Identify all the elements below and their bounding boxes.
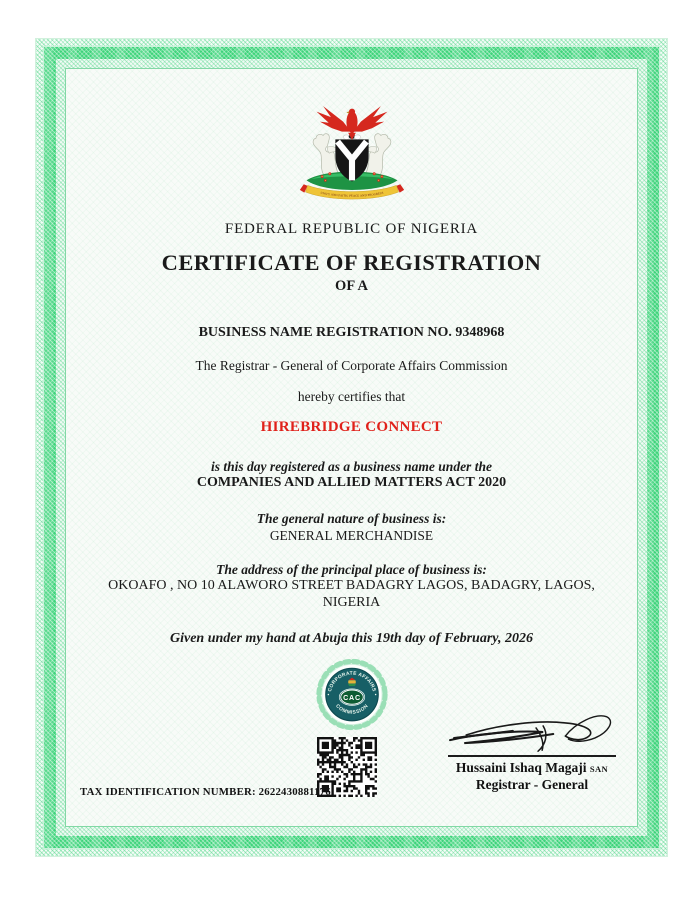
seal-center-text: CAC (342, 693, 361, 702)
signatory-role: Registrar - General (475, 777, 589, 792)
certificate-subtitle: OF A (335, 278, 368, 294)
seal-bottom-text: COMMISSION (333, 703, 370, 716)
registered-under-line: is this day registered as a business name under the (211, 459, 492, 474)
certificate-body (65, 68, 638, 827)
nature-of-business-label: The general nature of business is: (256, 511, 447, 526)
signature-block (446, 709, 618, 792)
certificate-title: CERTIFICATE OF REGISTRATION (161, 250, 542, 275)
coat-of-arms-motto: UNITY AND FAITH, PEACE AND PROGRESS (319, 190, 384, 198)
seal-top-text: CORPORATE AFFAIRS (327, 671, 376, 693)
business-name: HIREBRIDGE CONNECT (260, 419, 443, 435)
address-value: OKOAFO , NO 10 ALAWORO STREET BADAGRY LAGOS, BADAGRY, LAGOS, NIGERIA (108, 578, 599, 610)
registrar-signature-icon (446, 709, 618, 755)
signatory-suffix: SAN (589, 764, 609, 774)
nigeria-coat-of-arms-icon (291, 98, 413, 204)
registration-number-line: BUSINESS NAME REGISTRATION NO. 9348968 (198, 325, 505, 340)
issued-line: Given under my hand at Abuja this 19th day of February, 2026 (169, 631, 533, 646)
address-label: The address of the principal place of business is: (216, 562, 487, 577)
tax-identification-number: TAX IDENTIFICATION NUMBER: 2622430881176 (80, 786, 331, 798)
country-header: FEDERAL REPUBLIC OF NIGERIA (224, 221, 479, 237)
signatory-name: Hussaini Ishaq Magaji SAN (455, 760, 609, 775)
signature-rule (448, 755, 616, 757)
cac-seal-icon (314, 657, 389, 732)
act-line: COMPANIES AND ALLIED MATTERS ACT 2020 (196, 475, 507, 490)
nature-of-business-value: GENERAL MERCHANDISE (269, 528, 434, 543)
certifies-line: hereby certifies that (297, 389, 406, 404)
issuer-line: The Registrar - General of Corporate Affairs Commission (195, 358, 508, 373)
certificate-border (35, 38, 668, 857)
